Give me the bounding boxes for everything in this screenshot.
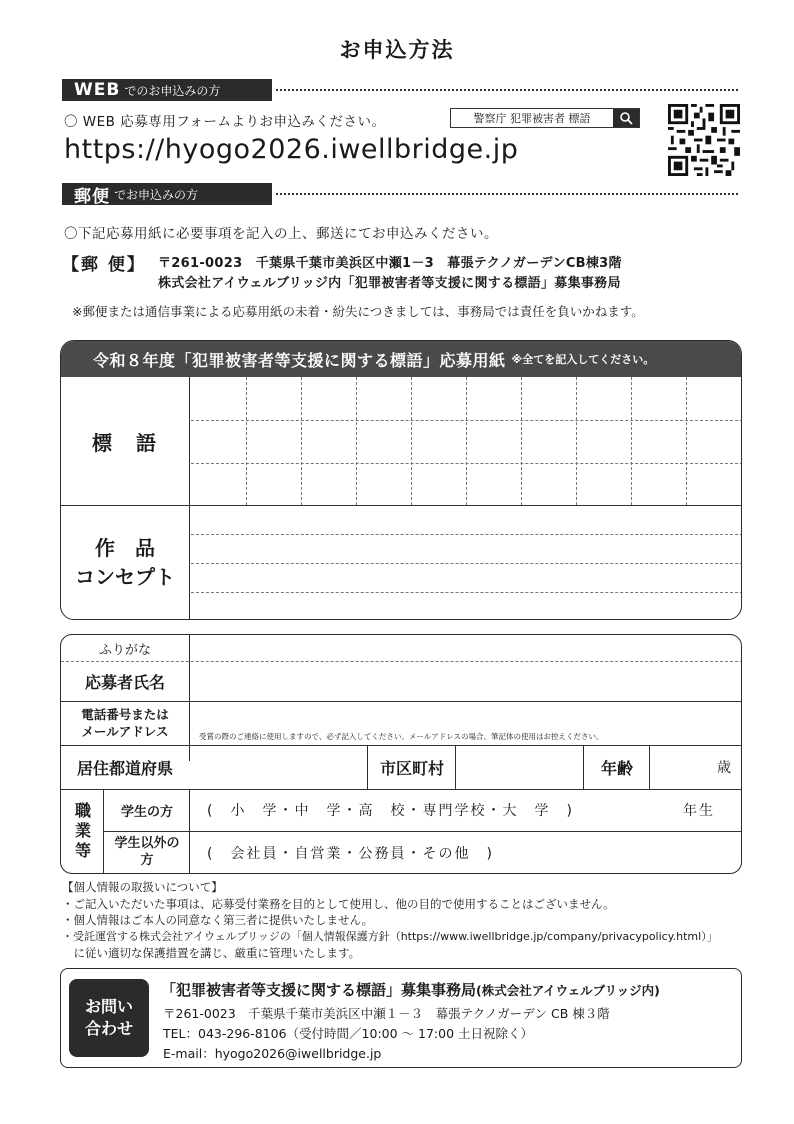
- city-input[interactable]: [457, 745, 583, 789]
- job-label: 職業等: [72, 802, 92, 862]
- name-input[interactable]: [191, 661, 742, 701]
- contact-tag-2: 合わせ: [84, 1019, 133, 1038]
- search-icon[interactable]: [613, 109, 639, 127]
- contact-email[interactable]: E-mail：hyogo2026@iwellbridge.jp: [163, 1046, 382, 1061]
- other-label: 学生以外の方: [114, 836, 180, 868]
- privacy-item: に従い適切な保護措置を講じ、厳重に管理いたします。: [62, 945, 361, 960]
- contact-address: 〒261-0023 千葉県千葉市美浜区中瀬１－３ 幕張テクノガーデン CB 棟３階: [163, 1006, 610, 1021]
- contact-org-note: (株式会社アイウェルブリッジ内): [476, 983, 660, 998]
- post-address-label: 【郵 便】: [62, 255, 146, 275]
- applicant-form: [60, 634, 742, 874]
- student-options[interactable]: ( 小 学・中 学・高 校・専門学校・大 学 ): [207, 803, 574, 819]
- privacy-title: 【個人情報の取扱いについて】: [62, 880, 223, 894]
- age-input[interactable]: [651, 745, 742, 789]
- contact-tag-1: お問い: [84, 996, 133, 1016]
- name-label: 応募者氏名: [84, 672, 165, 692]
- privacy-notice: [62, 879, 742, 962]
- concept-label: [61, 505, 189, 620]
- concept-label-1: 作 品: [95, 536, 155, 560]
- form-header-title: 令和８年度「犯罪被害者等支援に関する標語」応募用紙: [93, 350, 506, 370]
- post-address-line1: 〒261-0023 千葉県千葉市美浜区中瀬1－3 幕張テクノガーデンCB棟3階: [158, 256, 622, 271]
- column-divider: [189, 377, 190, 620]
- concept-label-2: コンセプト: [75, 565, 175, 589]
- post-section-label: [62, 183, 272, 205]
- privacy-item: ・ご記入いただいた事項は、応募受付業務を目的として使用し、他の目的で使用することはございません。: [62, 896, 615, 911]
- web-instruction: 〇 WEB 応募専用フォームよりお申込みください。: [64, 114, 386, 130]
- concept-input-area[interactable]: [191, 505, 742, 620]
- search-query[interactable]: 警察庁 犯罪被害者 標語: [473, 112, 591, 125]
- age-label: 年齢: [600, 758, 633, 778]
- furigana-input[interactable]: [191, 635, 742, 661]
- prefecture-input[interactable]: [191, 745, 367, 789]
- post-label-small: でお申込みの方: [114, 187, 199, 202]
- contact-input[interactable]: [191, 701, 742, 745]
- contact-tel[interactable]: TEL：043-296-8106（受付時間／10:00 ～ 17:00 土日祝除く）: [163, 1026, 534, 1041]
- post-address-line2: 株式会社アイウェルブリッジ内「犯罪被害者等支援に関する標語」募集事務局: [158, 276, 621, 291]
- web-url-link[interactable]: https://hyogo2026.iwellbridge.jp: [64, 134, 519, 165]
- divider: [276, 89, 738, 91]
- contact-label: [61, 701, 189, 745]
- student-label: 学生の方: [120, 804, 173, 820]
- entry-form: [60, 340, 742, 620]
- web-label-big: WEB: [74, 80, 121, 100]
- contact-tag: [69, 979, 149, 1057]
- privacy-item: ・個人情報はご本人の同意なく第三者に提供いたしません。: [62, 913, 374, 928]
- age-unit: 歳: [717, 760, 731, 776]
- post-disclaimer: ※郵便または通信事業による応募用紙の未着・紛失につきましては、事務局では責任を負いかねます。: [72, 304, 644, 319]
- web-section-label: [62, 79, 272, 101]
- form-header-note: ※全てを記入してください。: [511, 353, 655, 366]
- divider: [276, 193, 738, 195]
- contact-org: 「犯罪被害者等支援に関する標語」募集事務局: [161, 981, 477, 999]
- prefecture-label: 居住都道府県: [76, 758, 173, 778]
- web-label-small: でのお申込みの方: [124, 83, 221, 98]
- post-label-big: 郵便: [74, 186, 110, 207]
- contact-label-2: メールアドレス: [81, 724, 169, 739]
- contact-org-line: [161, 979, 660, 1000]
- city-label: 市区町村: [379, 758, 444, 778]
- search-box[interactable]: [450, 108, 640, 128]
- furigana-label: ふりがな: [98, 642, 151, 658]
- form-header: [61, 341, 741, 377]
- other-options[interactable]: ( 会社員・自営業・公務員・その他 ): [207, 846, 494, 862]
- contact-box: [60, 968, 742, 1068]
- slogan-input-area[interactable]: [191, 377, 742, 505]
- qr-code-icon[interactable]: [668, 104, 740, 176]
- post-instruction: 〇下記応募用紙に必要事項を記入の上、郵送にてお申込みください。: [64, 226, 498, 242]
- privacy-item: ・受託運営する株式会社アイウェルブリッジの「個人情報保護方針（https://www.iwellbridge.jp/company/privacypolicy.html）」: [62, 930, 718, 944]
- contact-note: 受賞の際のご連絡に使用しますので、必ず記入してください。メールアドレスの場合、筆記体の使用はお控えください。: [199, 732, 604, 741]
- student-grade-unit: 年生: [683, 803, 715, 819]
- slogan-label: 標 語: [92, 430, 158, 455]
- contact-label-1: 電話番号または: [81, 706, 169, 722]
- page-title: お申込方法: [339, 38, 455, 62]
